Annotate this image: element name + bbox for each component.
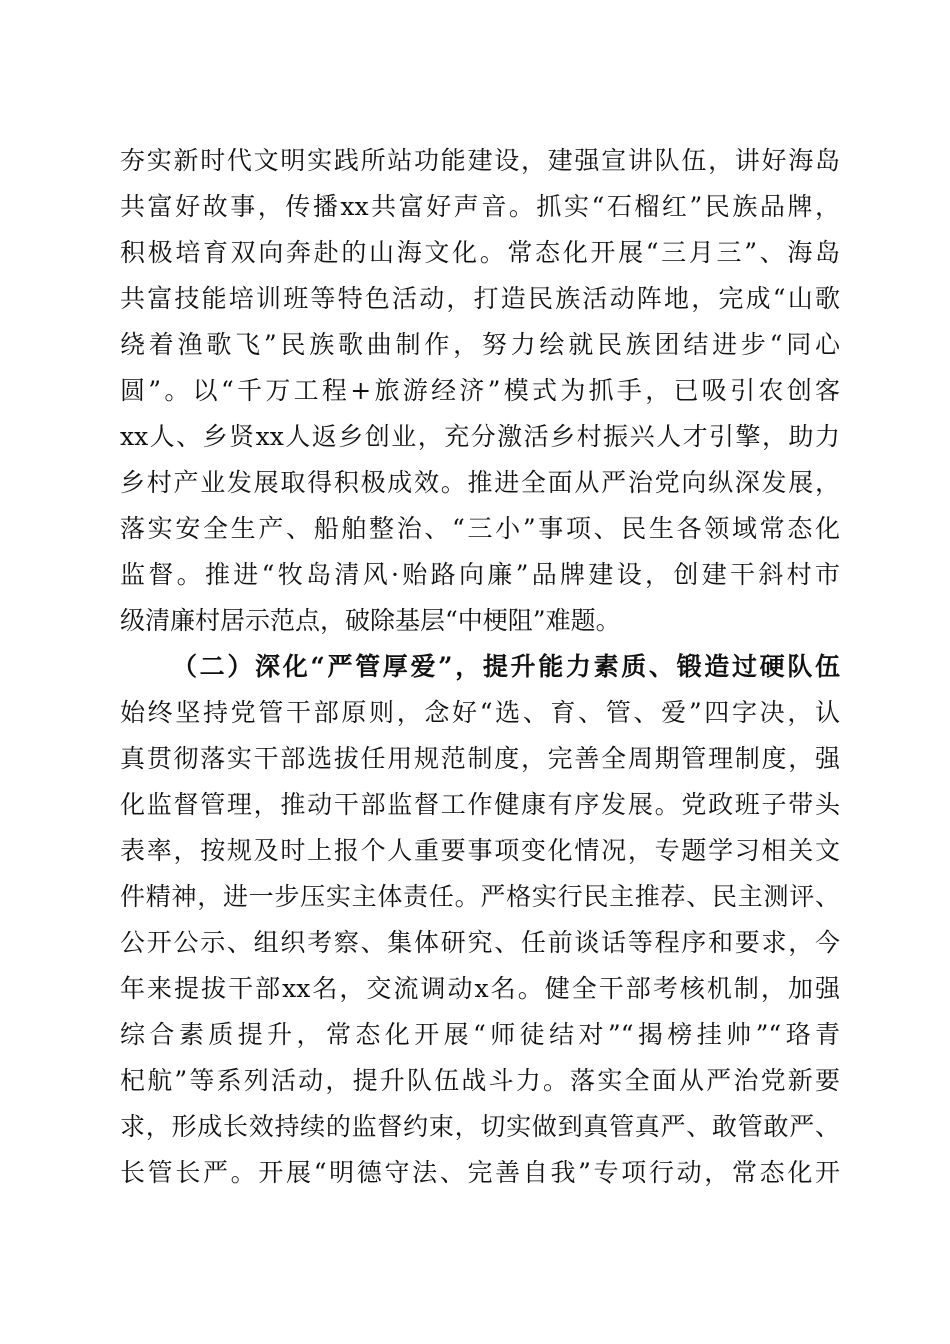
paragraph-line: 级清廉村居示范点，破除基层“中梗阻”难题。	[120, 606, 621, 635]
paragraph-line: 公开公示、组织考察、集体研究、任前谈话等程序和要求，今	[120, 928, 840, 957]
section-heading: （二）深化“严管厚爱”，提升能力素质、锻造过硬队伍	[172, 652, 840, 681]
paragraph-line: 杞航”等系列活动，提升队伍战斗力。落实全面从严治党新要	[120, 1066, 840, 1095]
paragraph-line: 始终坚持党管干部原则，念好“选、育、管、爱”四字决，认	[120, 698, 840, 727]
paragraph-line: 化监督管理，推动干部监督工作健康有序发展。党政班子带头	[120, 790, 840, 819]
paragraph-line: 真贯彻落实干部选拔任用规范制度，完善全周期管理制度，强	[120, 744, 840, 773]
paragraph-line: 夯实新时代文明实践所站功能建设，建强宣讲队伍，讲好海岛	[120, 146, 840, 175]
paragraph-line: 长管长严。开展“明德守法、完善自我”专项行动，常态化开	[120, 1158, 840, 1187]
paragraph-line: 积极培育双向奔赴的山海文化。常态化开展“三月三”、海岛	[120, 238, 840, 267]
paragraph-line: 表率，按规及时上报个人重要事项变化情况，专题学习相关文	[120, 836, 840, 865]
paragraph-line: 共富技能培训班等特色活动，打造民族活动阵地，完成“山歌	[120, 284, 840, 313]
body-text	[120, 138, 840, 1196]
paragraph-line: 综合素质提升，常态化开展“师徒结对”“揭榜挂帅”“珞青	[120, 1020, 840, 1049]
paragraph-line: xx人、乡贤xx人返乡创业，充分激活乡村振兴人才引擎，助力	[120, 422, 840, 451]
paragraph-line: 年来提拔干部xx名，交流调动x名。健全干部考核机制，加强	[120, 974, 840, 1003]
paragraph-line: 监督。推进“牧岛清风·贻路向廉”品牌建设，创建干斜村市	[120, 560, 840, 589]
paragraph-line: 圆”。以“千万工程+旅游经济”模式为抓手，已吸引农创客	[120, 376, 840, 405]
paragraph-line: 共富好故事，传播xx共富好声音。抓实“石榴红”民族品牌，	[120, 192, 840, 221]
paragraph-line: 乡村产业发展取得积极成效。推进全面从严治党向纵深发展，	[120, 468, 840, 497]
paragraph-line: 求，形成长效持续的监督约束，切实做到真管真严、敢管敢严、	[120, 1112, 840, 1141]
paragraph-line: 件精神，进一步压实主体责任。严格实行民主推荐、民主测评、	[120, 882, 840, 911]
paragraph-line: 落实安全生产、船舶整治、“三小”事项、民生各领域常态化	[120, 514, 840, 543]
paragraph-line: 绕着渔歌飞”民族歌曲制作，努力绘就民族团结进步“同心	[120, 330, 840, 359]
